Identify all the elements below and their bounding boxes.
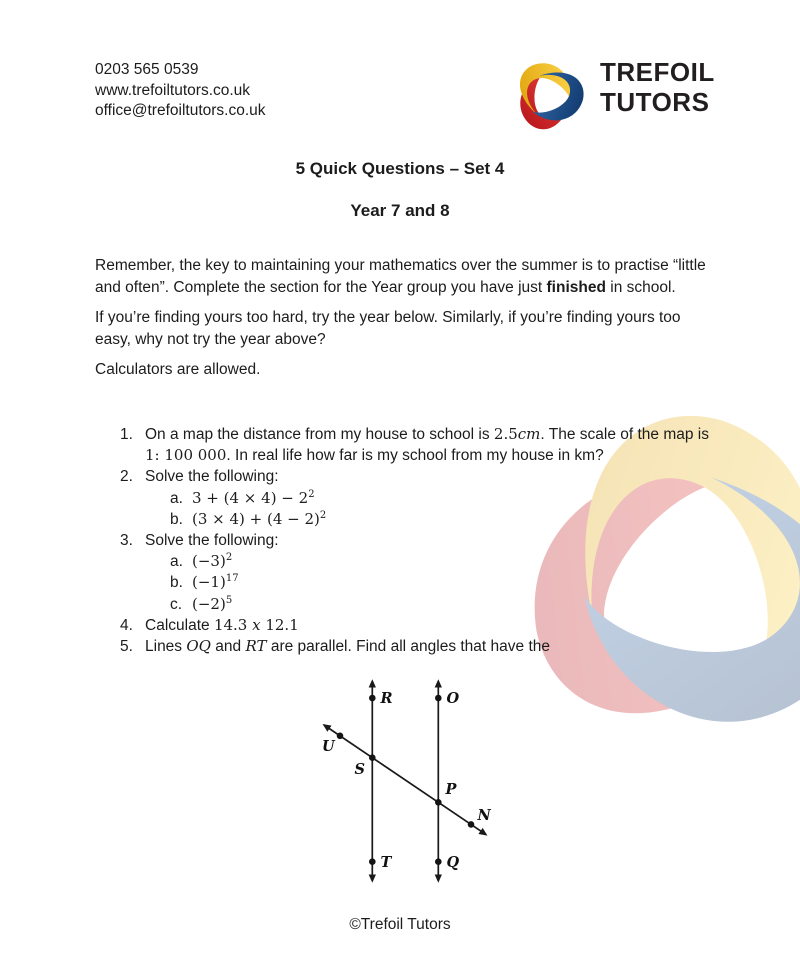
intro-section: [95, 255, 740, 390]
logo-wordmark-line1: TREFOIL: [600, 57, 715, 87]
point-U: [337, 733, 344, 740]
point-label-R: R: [380, 690, 393, 707]
question-number: 1.: [120, 426, 133, 443]
transversal-line-UN: [324, 725, 486, 835]
contact-email: office@trefoiltutors.co.uk: [95, 102, 266, 119]
point-P: [435, 799, 442, 806]
question-number: 5.: [120, 638, 133, 656]
page-subtitle: Year 7 and 8: [350, 201, 450, 220]
question-5: 5. Lines OQ and RT are parallel. Find all angles that have the: [120, 636, 720, 657]
intro-paragraph-2: If you’re finding yours too hard, try the year below. Similarly, if you’re finding yours too easy, why not try the year above?: [95, 309, 681, 348]
question-4: 4. Calculate 14.3 x 12.1: [120, 615, 720, 636]
question-number: 4.: [120, 616, 133, 634]
point-label-N: N: [477, 807, 491, 824]
question-3b: b. $(-1)^{17}$: [170, 572, 720, 593]
intro-paragraph-3: Calculators are allowed.: [95, 361, 261, 378]
question-number: 2.: [120, 468, 133, 486]
point-label-T: T: [380, 854, 392, 871]
question-2: 2. Solve the following:: [120, 466, 720, 487]
math-expression: $3 + (4 \times 4) - 2^2$: [192, 488, 315, 507]
question-3: 3. Solve the following:: [120, 530, 720, 551]
point-label-P: P: [445, 781, 457, 798]
point-N: [468, 821, 475, 828]
point-R: [369, 695, 376, 702]
logo-wordmark: [600, 57, 715, 117]
point-Q: [435, 858, 442, 865]
question-1: 1. On a map the distance from my house to school is 2.5cm. The scale of the map is 1: 100 000. In real life how far is my school from my house in km?: [120, 424, 720, 466]
question-3a: a. $(-3)^2$: [170, 551, 720, 572]
math-expression: $(3 \times 4) + (4 - 2)^2$: [192, 509, 327, 528]
parallel-lines-diagram: [310, 670, 500, 890]
footer-copyright: ©Trefoil Tutors: [349, 916, 451, 933]
question-3c: c. $(-2)^5$: [170, 594, 720, 615]
contact-block: [95, 60, 266, 122]
contact-phone: 0203 565 0539: [95, 61, 199, 78]
intro-paragraph-1: Remember, the key to maintaining your mathematics over the summer is to practise “little and often”. Complete the section for the Year group you have just finished in school.: [95, 257, 706, 296]
point-label-S: S: [354, 761, 365, 778]
point-label-Q: Q: [446, 854, 460, 871]
question-list: [120, 424, 720, 657]
question-2a: a. $3 + (4 \times 4) - 2^2$: [170, 488, 720, 509]
math-expression: $(-2)^5$: [192, 594, 233, 613]
point-O: [435, 695, 442, 702]
point-S: [369, 754, 376, 761]
point-label-O: O: [446, 690, 460, 707]
point-label-U: U: [322, 738, 335, 755]
point-T: [369, 858, 376, 865]
page-title: 5 Quick Questions – Set 4: [295, 159, 505, 178]
logo-wordmark-line2: TUTORS: [600, 87, 710, 117]
contact-website: www.trefoiltutors.co.uk: [95, 81, 251, 99]
question-number: 3.: [120, 532, 133, 550]
math-expression: $(-1)^{17}$: [192, 573, 239, 592]
bold-finished: finished: [546, 278, 606, 296]
math-expression: $(-3)^2$: [192, 552, 233, 571]
trefoil-logo: [503, 46, 773, 141]
question-2b: b. $(3 \times 4) + (4 - 2)^2$: [170, 509, 720, 530]
trefoil-logo-icon: [503, 46, 595, 138]
